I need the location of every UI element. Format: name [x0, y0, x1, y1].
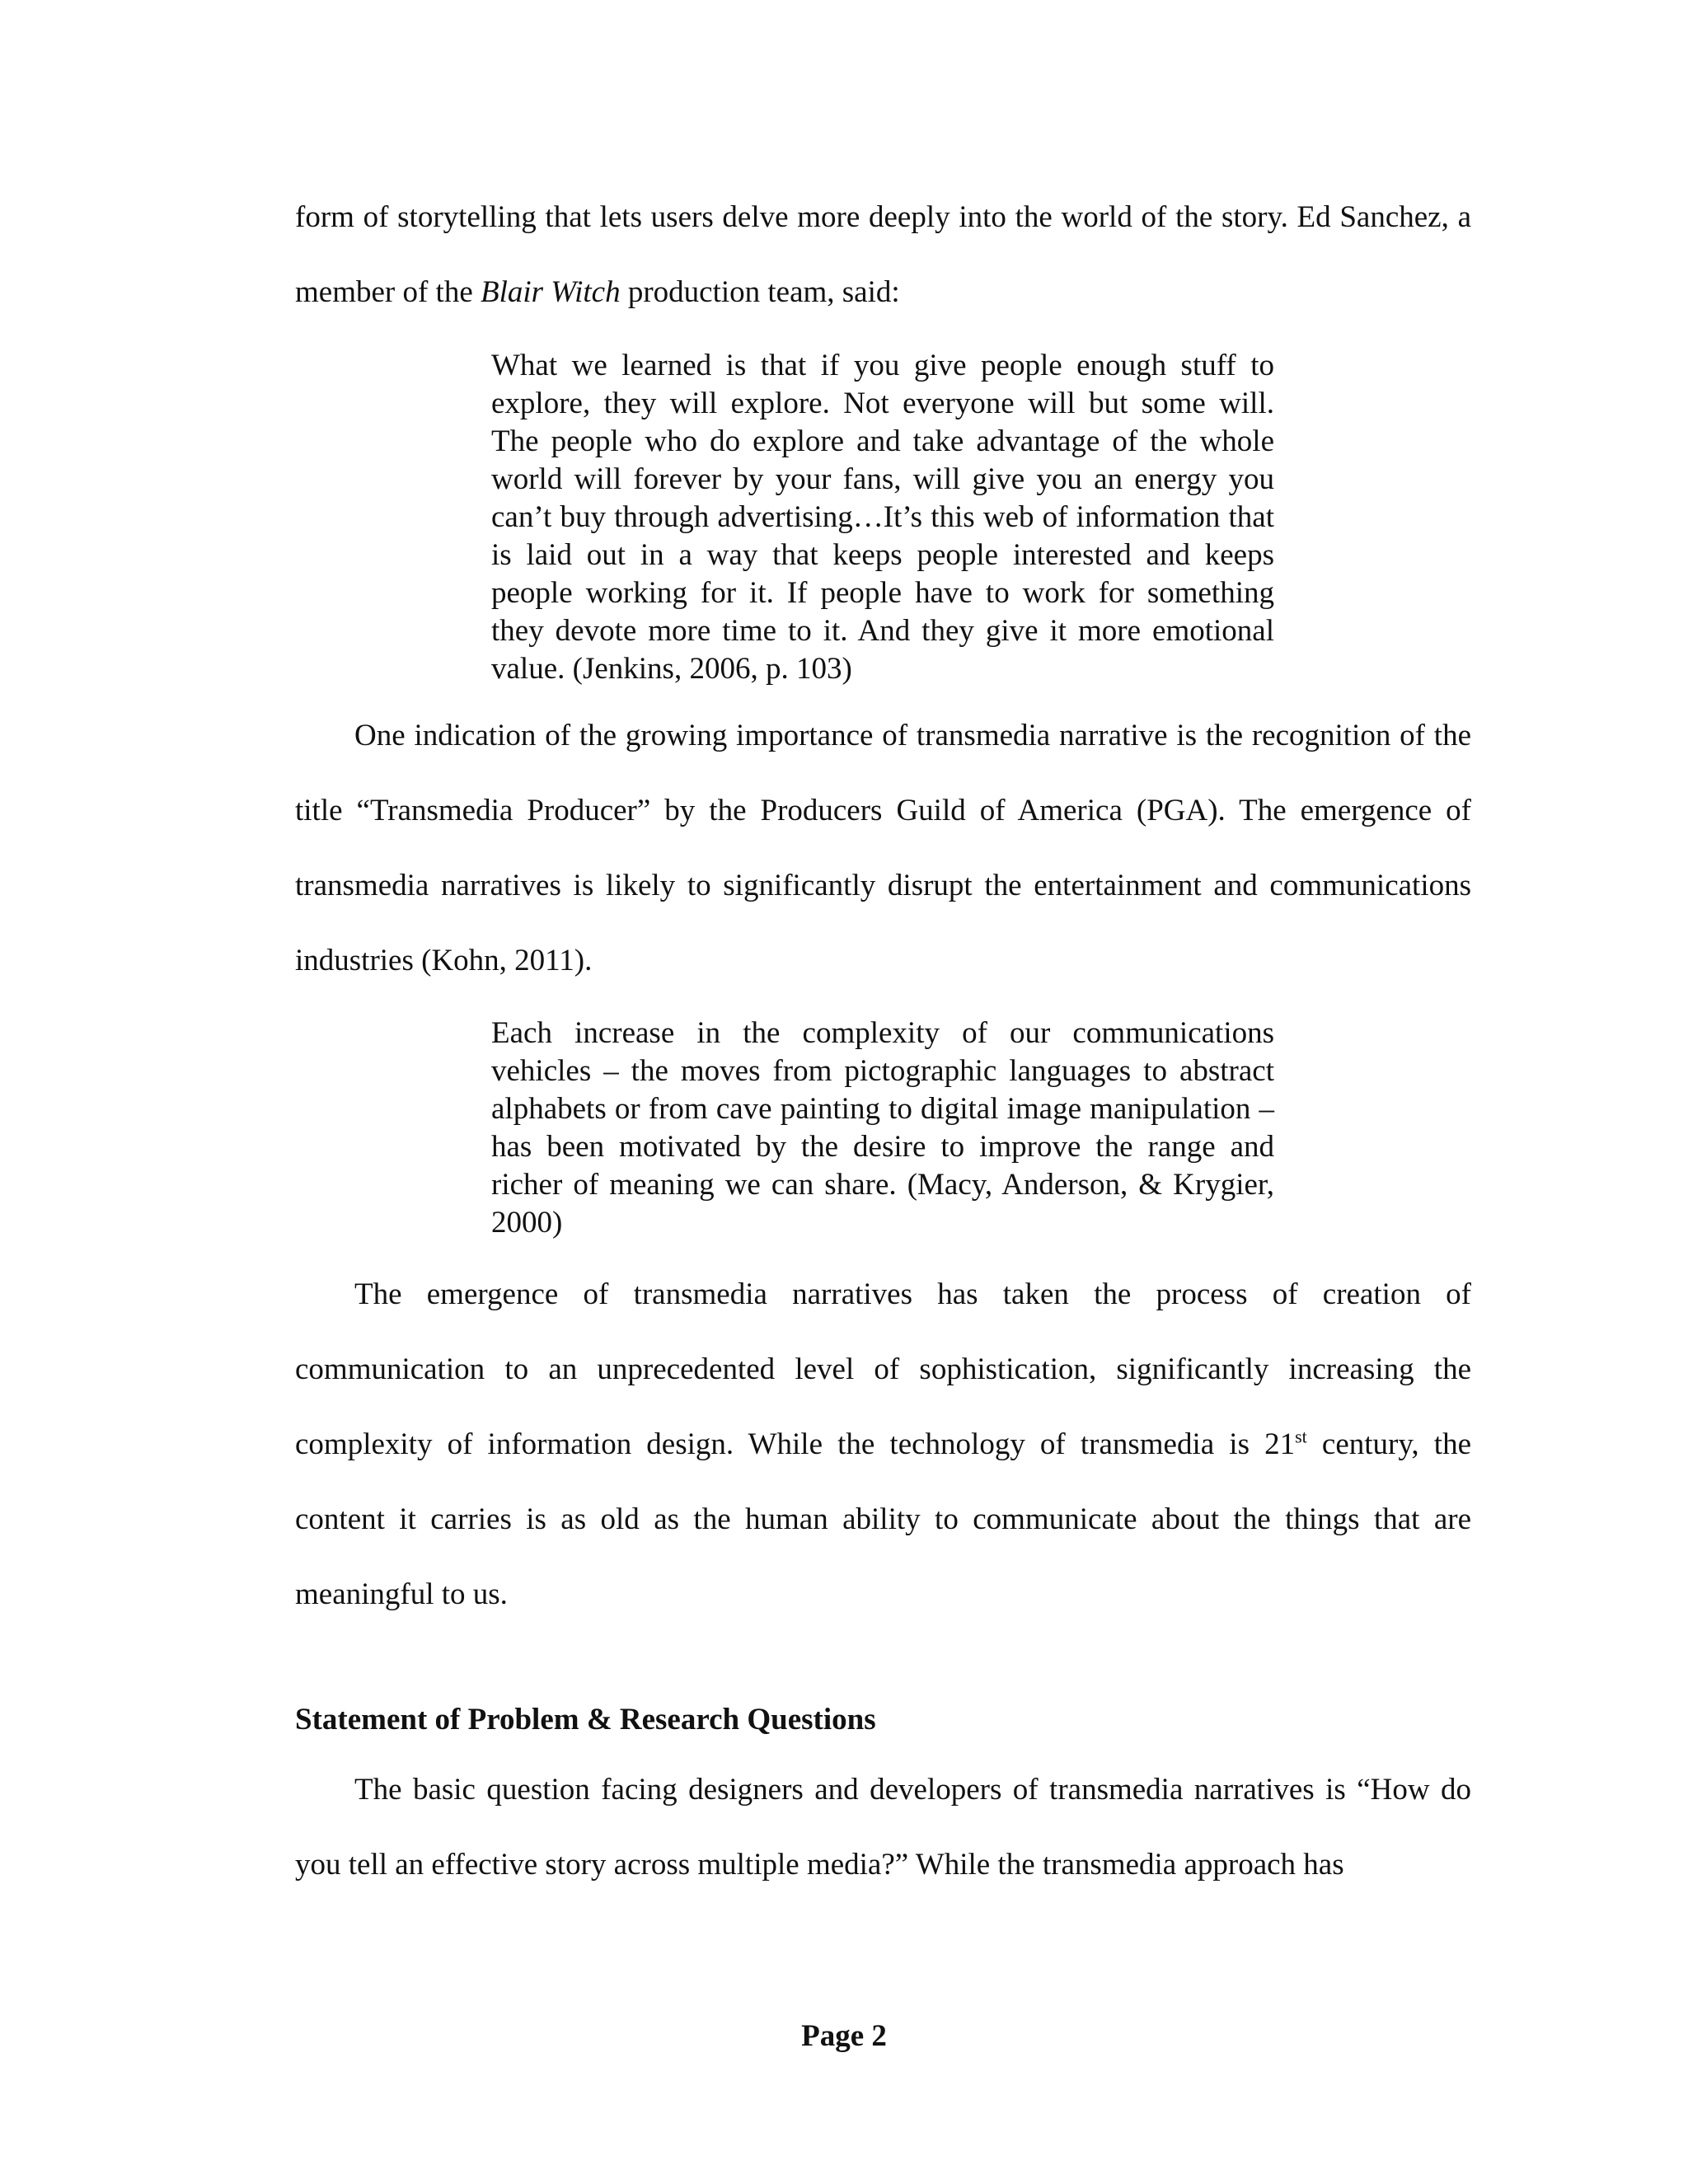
paragraph-emergence-text: The emergence of transmedia narratives has taken the process of creation of communication to an unprecedented level of sophistication, significantly increasing the complexity of information design. While the technology of transmedia is 21 — [295, 1277, 1471, 1461]
paragraph-transmedia-producer: One indication of the growing importance of transmedia narrative is the recognition of the title “Transmedia Producer” by the Producers Guild of America (PGA). The emergence of transmedia narratives is likely to significantly disrupt the entertainment and communications industries (Kohn, 2011). — [295, 719, 1471, 977]
paragraph-emergence-text-end: century, the content it carries is as old as the human ability to communicate about the things that are meaningful to us. — [295, 1427, 1471, 1611]
paragraph-basic-question: The basic question facing designers and developers of transmedia narratives is “How do you tell an effective story across multiple media?” While the transmedia approach has — [295, 1773, 1471, 1882]
paragraph-intro — [295, 180, 1471, 330]
film-title-italic: Blair Witch — [481, 275, 621, 309]
block-quote-macy: Each increase in the complexity of our communications vehicles – the moves from pictographic languages to abstract alphabets or from cave painting to digital image manipulation – has been motivated by the desire to improve the range and richer of meaning we can share. (Macy, Anderson, & Krygier, 2000) — [491, 1016, 1274, 1240]
paragraph-intro-text: form of storytelling that lets users delve more deeply into the world of the story. Ed Sanchez, a member of the — [295, 200, 1471, 309]
ordinal-superscript: st — [1295, 1426, 1307, 1447]
block-quote-sanchez: What we learned is that if you give people enough stuff to explore, they will explore. Not everyone will but some will. The people who do explore and take advantage of the whole world will forever by your fans, will give you an energy you can’t buy through advertising…It’s this web of information that is laid out in a way that keeps people interested and keeps people working for it. If people have to work for something they devote more time to it. And they give it more emotional value. (Jenkins, 2006, p. 103) — [491, 349, 1274, 686]
paragraph-intro-text-end: production team, said: — [620, 275, 900, 309]
section-heading: Statement of Problem & Research Questions — [295, 1703, 876, 1736]
paragraph-emergence — [295, 1257, 1471, 1632]
page-number: Page 2 — [801, 2019, 887, 2053]
